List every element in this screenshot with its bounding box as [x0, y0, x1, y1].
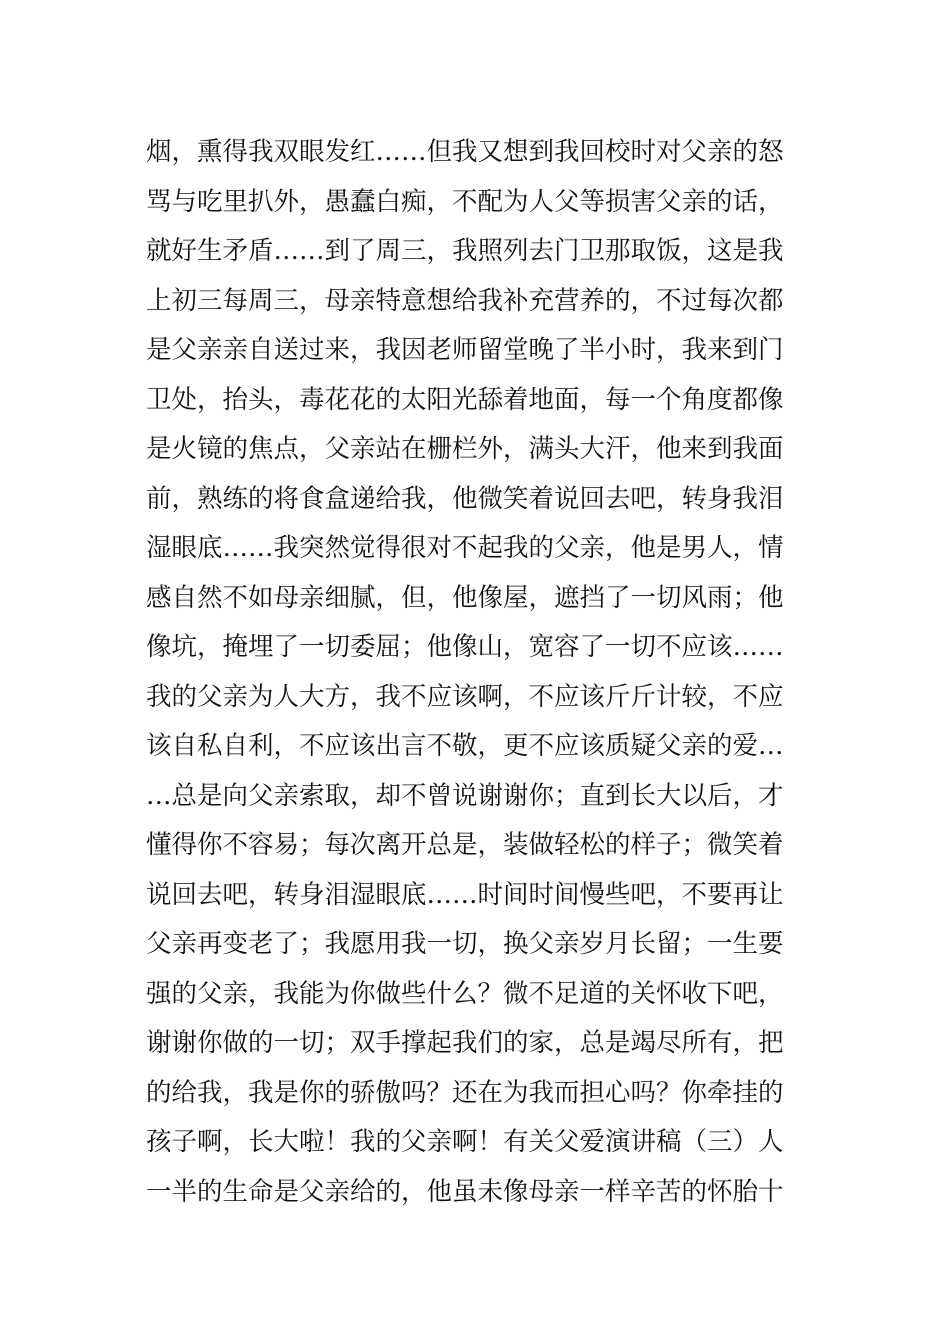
body-text — [146, 128, 816, 1217]
text-line: …总是向父亲索取，却不曾说谢谢你；直到长大以后，才 — [146, 780, 784, 811]
text-line: 该自私自利，不应该出言不敬，更不应该质疑父亲的爱… — [146, 731, 784, 761]
text-line: 就好生矛盾……到了周三，我照列去门卫那取饭，这是我 — [146, 236, 784, 266]
text-line: 卫处，抬头，毒花花的太阳光舔着地面，每一个角度都像 — [146, 384, 784, 415]
text-line: 烟，熏得我双眼发红……但我又想到我回校时对父亲的怒 — [146, 137, 784, 167]
text-line: 上初三每周三，母亲特意想给我补充营养的，不过每次都 — [146, 285, 784, 316]
text-line: 说回去吧，转身泪湿眼底……时间时间慢些吧，不要再让 — [146, 879, 784, 910]
text-line: 孩子啊，长大啦！我的父亲啊！有关父爱演讲稿（三）人 — [146, 1127, 784, 1157]
text-line: 懂得你不容易；每次离开总是，装做轻松的样子；微笑着 — [146, 830, 784, 860]
text-line: 是火镜的焦点，父亲站在栅栏外，满头大汗，他来到我面 — [146, 434, 784, 464]
text-line: 谢谢你做的一切；双手撑起我们的家，总是竭尽所有，把 — [146, 1028, 784, 1058]
text-line: 父亲再变老了；我愿用我一切，换父亲岁月长留；一生要 — [146, 929, 784, 959]
text-line: 前，熟练的将食盒递给我，他微笑着说回去吧，转身我泪 — [146, 483, 784, 514]
text-line: 的给我，我是你的骄傲吗？还在为我而担心吗？你牵挂的 — [146, 1077, 784, 1108]
text-line: 感自然不如母亲细腻，但，他像屋，遮挡了一切风雨；他 — [146, 582, 784, 613]
text-line: 骂与吃里扒外，愚蠢白痴，不配为人父等损害父亲的话， — [146, 186, 784, 217]
text-line: 是父亲亲自送过来，我因老师留堂晚了半小时，我来到门 — [146, 335, 784, 365]
text-line: 像坑，掩埋了一切委屈；他像山，宽容了一切不应该…… — [146, 632, 784, 662]
text-line: 强的父亲，我能为你做些什么？微不足道的关怀收下吧， — [146, 978, 784, 1009]
text-line: 湿眼底……我突然觉得很对不起我的父亲，他是男人，情 — [146, 533, 784, 563]
text-line: 一半的生命是父亲给的，他虽未像母亲一样辛苦的怀胎十 — [146, 1176, 784, 1207]
text-line: 我的父亲为人大方，我不应该啊，不应该斤斤计较，不应 — [146, 681, 784, 712]
